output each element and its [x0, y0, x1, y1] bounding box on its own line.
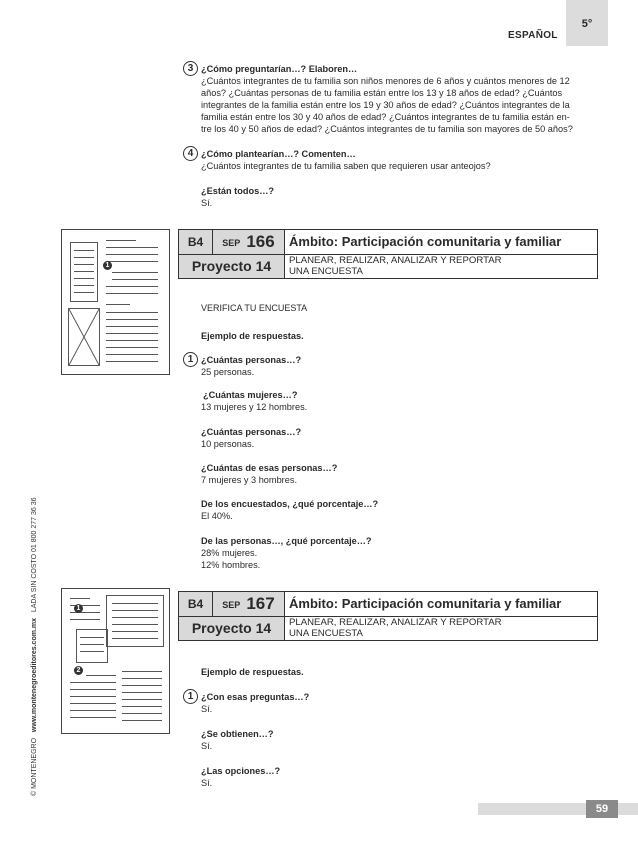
subject-label: ESPAÑOL [508, 30, 558, 41]
side-credit [31, 497, 38, 796]
sep-page-number: 166 [246, 232, 275, 251]
answer-item [201, 691, 309, 715]
question-block [201, 148, 598, 172]
page-thumbnail [61, 229, 170, 375]
answer-text: 13 mujeres y 12 hombres. [201, 402, 308, 412]
page-number: 59 [586, 800, 618, 818]
question-text-line: años? ¿Cuántas personas de tu familia están entre los 13 y 18 años de edad? ¿Cuántos [201, 88, 563, 98]
publisher-url: www.montenegroeditores.com.mx [31, 617, 38, 733]
answer-text: 28% mujeres. [201, 548, 258, 558]
question-title: ¿Cuántas personas…? [201, 427, 302, 437]
answer-text: Sí. [201, 741, 213, 751]
page-thumbnail [61, 588, 170, 734]
question-number: 1 [183, 689, 198, 704]
question-block [201, 63, 598, 135]
block-label: B4 [179, 592, 213, 616]
answer-text: Sí. [201, 704, 213, 714]
answer-item [201, 354, 301, 378]
block-label: B4 [179, 230, 213, 254]
project-description [285, 616, 597, 640]
answer-text: El 40%. [201, 511, 233, 521]
answer-item [201, 498, 378, 522]
question-title: ¿Con esas preguntas…? [201, 692, 310, 702]
question-title: ¿Las opciones…? [201, 766, 281, 776]
thumbnail-frame [76, 629, 108, 663]
grade-label: 5° [581, 18, 593, 30]
section-heading: VERIFICA TU ENCUESTA [201, 303, 308, 313]
project-description-line: UNA ENCUESTA [289, 627, 363, 639]
answer-text: Sí. [201, 198, 213, 208]
project-description [285, 254, 597, 278]
question-text-line: ¿Cuántos integrantes de tu familia saben que requieren usar anteojos? [201, 161, 491, 171]
answer-text: 10 personas. [201, 439, 255, 449]
answer-text: 7 mujeres y 3 hombres. [201, 475, 297, 485]
question-title: ¿Se obtienen…? [201, 729, 274, 739]
answer-item [201, 462, 337, 486]
example-label: Ejemplo de respuestas. [201, 667, 304, 677]
question-text-line: integrantes de la familia están entre los 19 y 30 años de edad? ¿Cuántos integrantes de la [201, 100, 570, 110]
question-number: 1 [183, 352, 198, 367]
publisher-phone: LADA SIN COSTO 01 800 277 36 36 [31, 497, 38, 613]
placeholder-cross-icon [69, 309, 99, 365]
answer-item [201, 426, 301, 450]
question-title: De los encuestados, ¿qué porcentaje…? [201, 499, 379, 509]
sep-reference [213, 230, 285, 254]
answer-text: 12% hombres. [201, 560, 261, 570]
question-title: ¿Cómo preguntarían…? Elaboren… [201, 64, 358, 74]
sep-label: SEP [222, 238, 241, 248]
answer-text: 25 personas. [201, 367, 255, 377]
project-label: Proyecto 14 [179, 254, 285, 278]
question-number: 4 [183, 146, 198, 161]
ambito-title: Ámbito: Participación comunitaria y familiar [289, 596, 562, 611]
example-label: Ejemplo de respuestas. [201, 331, 304, 341]
ambito-title: Ámbito: Participación comunitaria y familiar [289, 234, 562, 249]
question-title: De las personas…, ¿qué porcentaje…? [201, 536, 372, 546]
question-title: ¿Cuántas de esas personas…? [201, 463, 338, 473]
question-title: ¿Cómo plantearían…? Comenten… [201, 149, 356, 159]
estan-todos-block [201, 185, 274, 209]
sep-reference [213, 592, 285, 616]
question-number: 3 [183, 61, 198, 76]
question-text-line: ¿Cuántos integrantes de tu familia son niños menores de 6 años y cuántos menores de 12 [201, 76, 570, 86]
answer-item [201, 728, 273, 752]
sep-label: SEP [222, 600, 241, 610]
thumbnail-frame [70, 242, 98, 302]
thumbnail-marker: 1 [74, 604, 83, 613]
question-text-line: familia están entre los 30 y 40 años de edad? ¿Cuántos integrantes de tu familia están en- [201, 112, 570, 122]
sep-page-number: 167 [246, 594, 275, 613]
answer-item [201, 535, 372, 571]
question-title: ¿Están todos…? [201, 186, 274, 196]
project-description-line: UNA ENCUESTA [289, 265, 363, 277]
section-banner [178, 229, 598, 279]
question-text-line: tre los 40 y 50 años de edad? ¿Cuántos integrantes de tu familia son mayores de 50 años? [201, 124, 573, 134]
question-title: ¿Cuántas personas…? [201, 355, 302, 365]
publisher-credit: © MONTENEGRO [31, 737, 38, 796]
section-banner [178, 591, 598, 641]
thumbnail-marker: 1 [103, 261, 112, 270]
question-title: ¿Cuántas mujeres…? [203, 390, 298, 400]
answer-item [203, 389, 307, 413]
answer-item [201, 765, 280, 789]
thumbnail-marker: 2 [74, 666, 83, 675]
project-description-line: PLANEAR, REALIZAR, ANALIZAR Y REPORTAR [289, 255, 502, 266]
project-description-line: PLANEAR, REALIZAR, ANALIZAR Y REPORTAR [289, 617, 502, 628]
answer-text: Sí. [201, 778, 213, 788]
thumbnail-image-placeholder [68, 308, 100, 366]
project-label: Proyecto 14 [179, 616, 285, 640]
